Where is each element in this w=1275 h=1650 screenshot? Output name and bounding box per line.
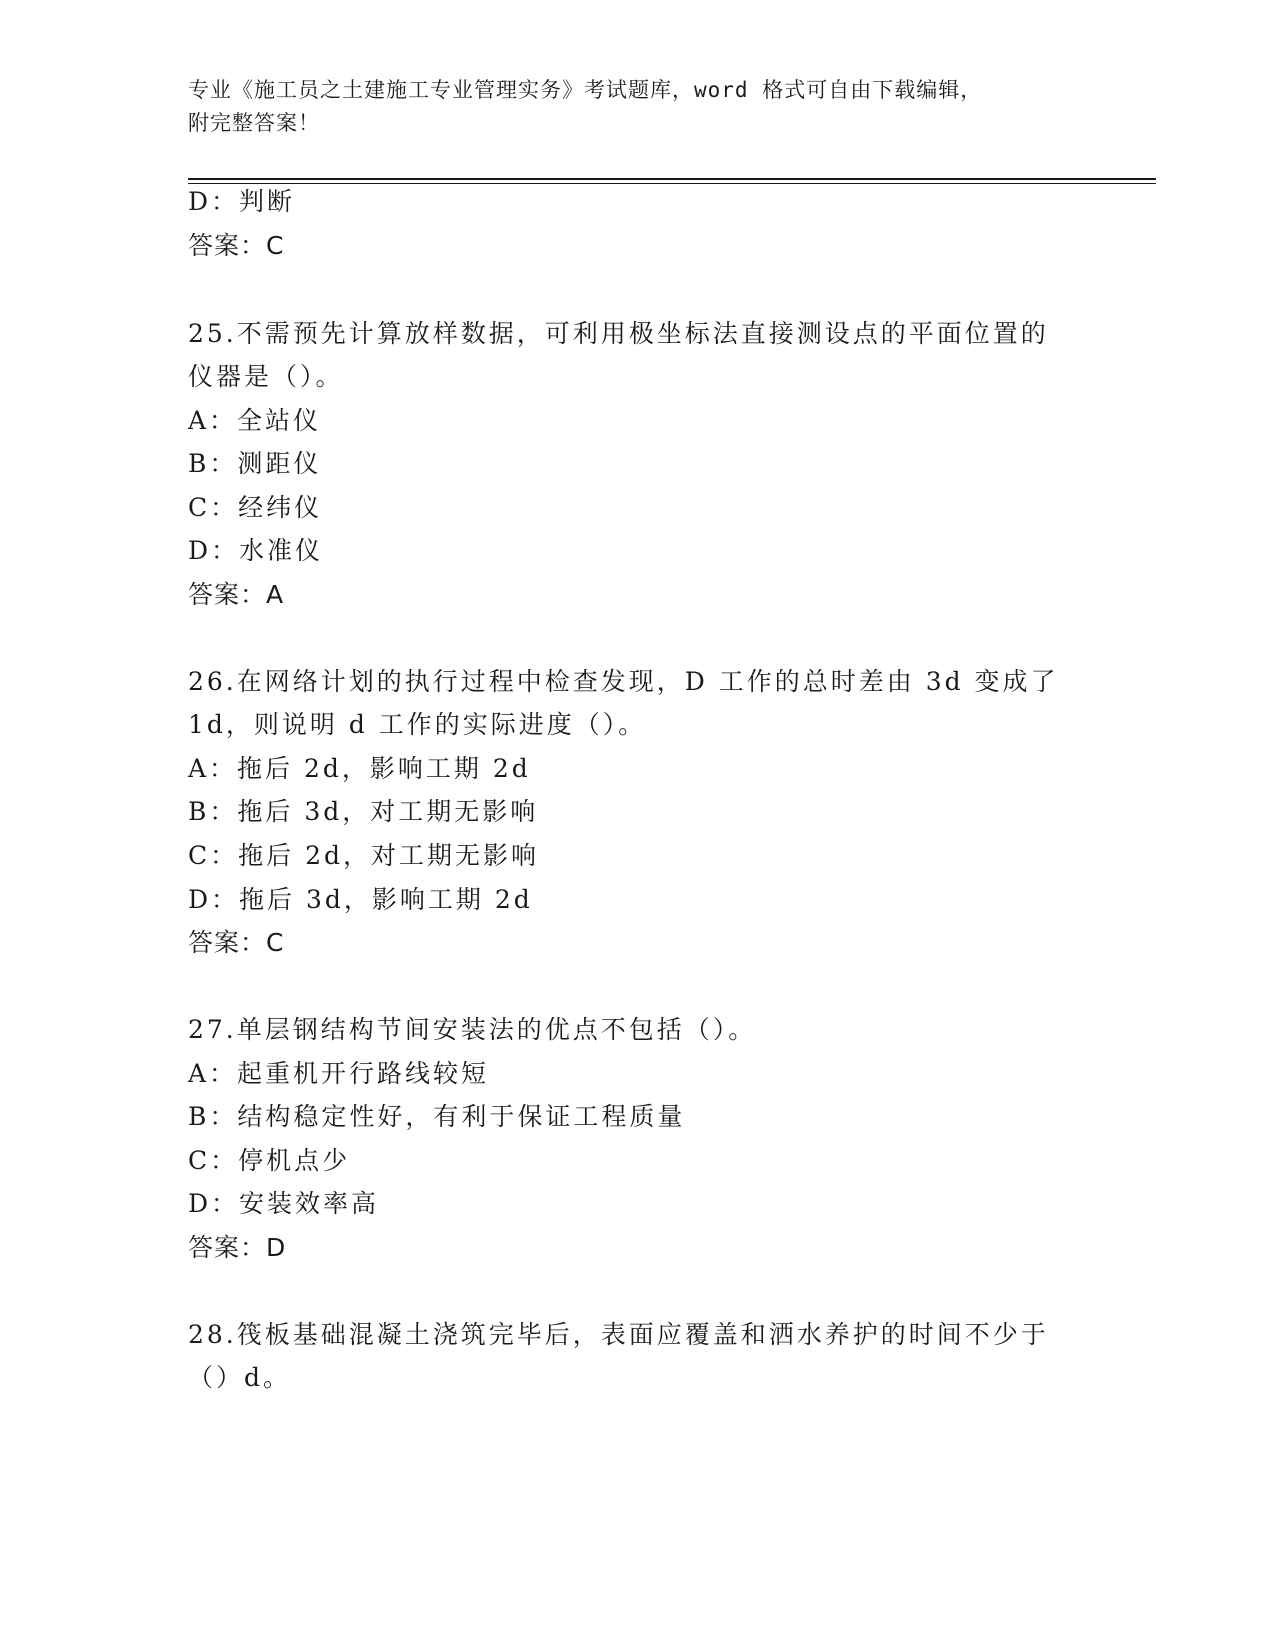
q27-option-c: C：停机点少 (188, 1146, 351, 1175)
page-header (188, 74, 1088, 140)
q28-stem-line-1: 28.筏板基础混凝土浇筑完毕后，表面应覆盖和洒水养护的时间不少于 (188, 1320, 1049, 1349)
q25-stem-line-2: 仪器是（）。 (188, 362, 344, 391)
q26-option-b: B：拖后 3d，对工期无影响 (188, 797, 539, 826)
q27-answer: 答案：D (188, 1233, 287, 1262)
header-line-2: 附完整答案！ (188, 111, 320, 135)
prev-answer: 答案：C (188, 231, 285, 260)
q28-stem-line-2: （）d。 (188, 1363, 292, 1392)
q26-stem-line-2: 1d，则说明 d 工作的实际进度（）。 (188, 710, 647, 739)
q26-option-c: C：拖后 2d，对工期无影响 (188, 841, 539, 870)
q25-option-a: A：全站仪 (188, 406, 322, 435)
header-line-1: 专业《施工员之土建施工专业管理实务》考试题库，word 格式可自由下载编辑， (188, 78, 983, 102)
q25-stem-line-1: 25.不需预先计算放样数据，可利用极坐标法直接测设点的平面位置的 (188, 319, 1049, 348)
q26-option-a: A：拖后 2d，影响工期 2d (188, 754, 531, 783)
q27-option-d: D：安装效率高 (188, 1189, 380, 1218)
q26-option-d: D：拖后 3d，影响工期 2d (188, 885, 533, 914)
header-divider-thin (188, 183, 1156, 184)
q27-stem-line-1: 27.单层钢结构节间安装法的优点不包括（）。 (188, 1015, 757, 1044)
header-divider-thick (188, 178, 1156, 180)
q27-option-a: A：起重机开行路线较短 (188, 1059, 490, 1088)
prev-option-d: D：判断 (188, 187, 296, 216)
q26-answer: 答案：C (188, 928, 285, 957)
q27-option-b: B：结构稳定性好，有利于保证工程质量 (188, 1102, 686, 1131)
q25-option-b: B：测距仪 (188, 449, 322, 478)
q25-answer: 答案：A (188, 580, 285, 609)
q26-stem-line-1: 26.在网络计划的执行过程中检查发现，D 工作的总时差由 3d 变成了 (188, 667, 1059, 696)
q25-option-c: C：经纬仪 (188, 493, 323, 522)
q25-option-d: D：水准仪 (188, 536, 324, 565)
